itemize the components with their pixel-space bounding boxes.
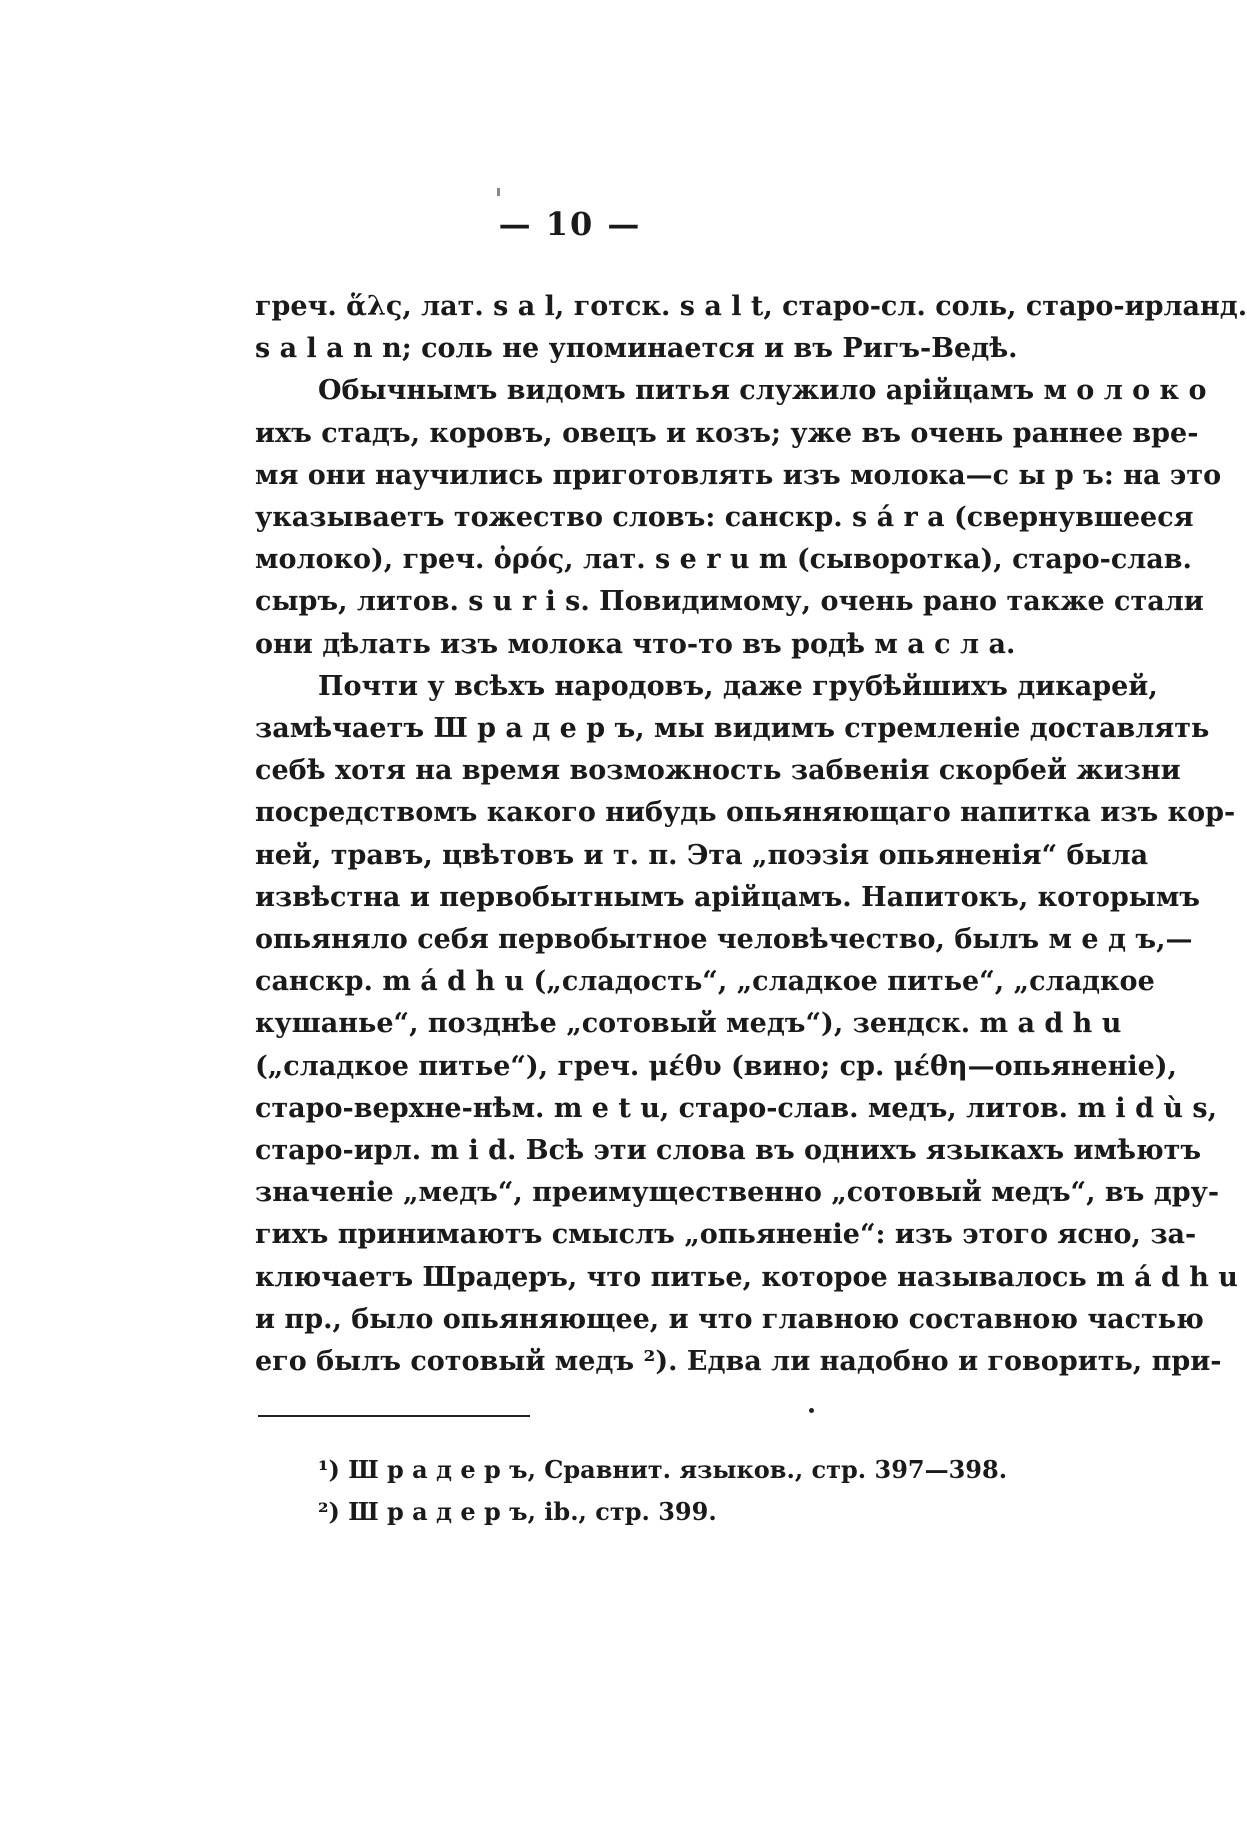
text-line: („сладкое питье“), греч. μέθυ (вино; ср. μέθη—опьяненіе), bbox=[255, 1051, 1177, 1082]
text-line: Обычнымъ видомъ питья служило арійцамъ м о л о к о bbox=[318, 375, 1207, 406]
scan-dot bbox=[809, 1408, 814, 1413]
footnote: ¹) Ш р а д е р ъ, Сравнит. языков., стр. 397—398. bbox=[318, 1455, 1008, 1484]
text-line: ключаетъ Шрадеръ, что питье, которое называлось m á d h u bbox=[255, 1262, 1238, 1293]
text-line: и пр., было опьяняющее, и что главною составною частью bbox=[255, 1304, 1204, 1335]
text-line: сыръ, литов. s u r i s. Повидимому, очень рано также стали bbox=[255, 586, 1204, 617]
text-line: значеніе „медъ“, преимущественно „сотовый медъ“, въ дру- bbox=[255, 1177, 1220, 1208]
text-line: опьяняло себя первобытное человѣчество, былъ м е д ъ,— bbox=[255, 924, 1193, 955]
text-line: старо-верхне-нѣм. m e t u, старо-слав. медъ, литов. m i d ù s, bbox=[255, 1093, 1217, 1124]
scan-speck bbox=[497, 188, 500, 196]
text-line: Почти у всѣхъ народовъ, даже грубѣйшихъ дикарей, bbox=[318, 671, 1158, 702]
text-line: извѣстна и первобытнымъ арійцамъ. Напитокъ, которымъ bbox=[255, 882, 1200, 913]
footnote-separator bbox=[258, 1415, 530, 1417]
text-line: санскр. m á d h u („сладость“, „сладкое питье“, „сладкое bbox=[255, 966, 1155, 997]
text-line: мя они научились приготовлять изъ молока—с ы р ъ: на это bbox=[255, 460, 1222, 491]
text-line: они дѣлать изъ молока что-то въ родѣ м а с л а. bbox=[255, 629, 1016, 660]
text-line: посредствомъ какого нибудь опьяняющаго напитка изъ кор- bbox=[255, 797, 1236, 828]
text-line: кушанье“, позднѣе „сотовый медъ“), зендск. m a d h u bbox=[255, 1008, 1122, 1039]
text-line: ихъ стадъ, коровъ, овецъ и козъ; уже въ очень раннее вре- bbox=[255, 418, 1199, 449]
text-line: гихъ принимаютъ смыслъ „опьяненіе“: изъ этого ясно, за- bbox=[255, 1219, 1197, 1250]
text-line: старо-ирл. m i d. Всѣ эти слова въ однихъ языкахъ имѣютъ bbox=[255, 1135, 1202, 1166]
footnote: ²) Ш р а д е р ъ, ib., стр. 399. bbox=[318, 1497, 717, 1526]
text-line: его былъ сотовый медъ ²). Едва ли надобно и говорить, при- bbox=[255, 1346, 1222, 1377]
text-line: себѣ хотя на время возможность забвенія скорбей жизни bbox=[255, 755, 1181, 786]
page-number: — 10 — bbox=[498, 205, 642, 243]
text-line: замѣчаетъ Ш р а д е р ъ, мы видимъ стремленіе доставлять bbox=[255, 713, 1210, 744]
text-line: указываетъ тожество словъ: санскр. s á r a (свернувшееся bbox=[255, 502, 1194, 533]
text-line: молоко), греч. ὀρός, лат. s e r u m (сыворотка), старо-слав. bbox=[255, 544, 1192, 575]
text-line: греч. ἅλς, лат. s a l, готск. s a l t, старо-сл. соль, старо-ирланд. bbox=[255, 291, 1247, 322]
text-line: ней, травъ, цвѣтовъ и т. п. Эта „поэзія опьяненія“ была bbox=[255, 840, 1149, 871]
text-line: s a l a n n; соль не упоминается и въ Ригъ-Ведѣ. bbox=[255, 333, 1018, 364]
